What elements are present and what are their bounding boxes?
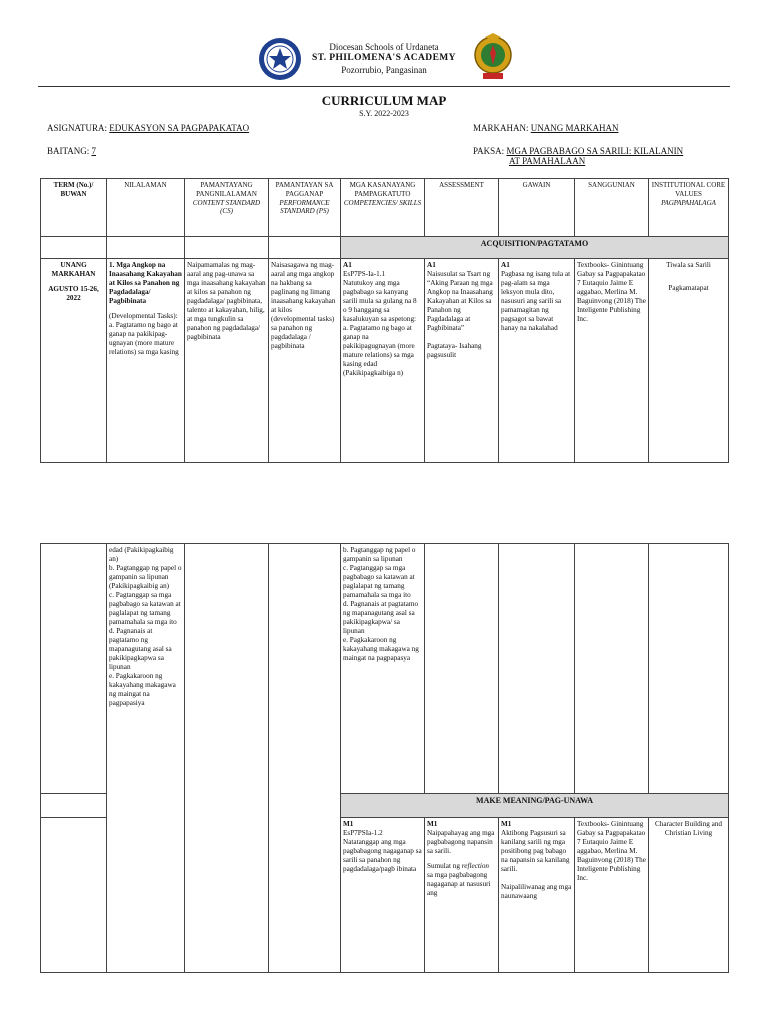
ps-cell: Naisasagawa ng mag-aaral ang mga angkop na hakbang sa paglinang ng limang inaasahang kakayahan at kilos (developmental tasks) sa panahon ng pagdadalaga / pagbibinata [269,259,341,463]
gawain-code: A1 [501,261,510,269]
core-values-cell [649,259,729,463]
th-mk-sub: COMPETENCIES/ SKILLS [343,198,422,207]
diocese-name: Diocesan Schools of Urdaneta [329,42,439,52]
curriculum-table-bottom [40,543,729,973]
paksa-value-line2: AT PAMAHALAAN [509,156,586,166]
th-term: TERM (No.)/ BUWAN [41,179,107,237]
core-value-1: Tiwala sa Sarili [666,261,711,269]
competency-code: A1 [343,261,352,269]
th-competencies [341,179,425,237]
assessment-code-m1: M1 [427,820,438,828]
th-nilalaman: NILALAMAN [107,179,185,237]
markahan-value: UNANG MARKAHAN [530,123,619,133]
gawain-text: Pagbasa ng isang tula at pag-alam sa mga leksyon mula dito, nasusuri ang sarili sa pamamagitan ng pagsagot sa bawat hanay na nakalahad [501,270,571,332]
assessment-text: Naisusulat sa Tsart ng “Aking Paraan ng mga Angkop na Inaasahang Kakayahan at Kilos sa Panahon ng Pagdadalaga at Pagbibinata” Pagtataya- Isahang pagsusulit [427,270,493,359]
th-assessment: ASSESSMENT [425,179,499,237]
th-content-standard [185,179,269,237]
assessment-m1-b-end: sa mga pagbabagong nagaganap at nasusuri ang [427,871,491,897]
th-core-values [649,179,729,237]
competency-text: EsP7PS-Ia-1.1 Natutukoy ang mga pagbabago sa kanyang sarili mula sa gulang na 8 o 9 hanggang sa kasalukuyan sa aspetong: a. Pagtatamo ng bago at ganap na pakikipagugnayan (more mature relations) sa mga kasing edad (Pakikipagkaibiga n) [343,270,417,377]
paksa-row [473,146,743,166]
paksa-label: PAKSA: [473,146,505,156]
competency-cell-m1 [341,818,425,973]
nilalaman-body: (Developmental Tasks): a. Pagtatamo ng bago at ganap na pakikipag-ugnayan (more mature relations) sa mga kasing [109,312,179,356]
gawain-text-m1: Aktibong Pagsusuri sa kanilang sarili ng mga positibong pag babago na napansin sa kanilang sarili. Naipaliliwanag ang mga naunawaang [501,829,572,900]
th-performance-standard [269,179,341,237]
gawain-code-m1: M1 [501,820,512,828]
nilalaman-continued: edad (Pakikipagkaibig an) b. Pagtanggap ng papel o gampanin sa lipunan (Pakikipagkaibig an) c. Pagtanggap sa mga pagbabago sa katawan at paglalapat ng tamang pamamahala sa mga ito d. Pagnanais at pagtatamo ng mapanagutang asal sa pakikipagkapwa sa lipunan e. Pagkakaroon ng kakayahang makagawa ng maingat na pagpapasiya [107,544,185,973]
baitang-row [47,146,96,156]
gawain-cell [499,259,575,463]
gawain-cell-m1 [499,818,575,973]
header-row [41,179,729,237]
page-title: CURRICULUM MAP [321,93,447,108]
core-values-cell-m1: Character Building and Christian Living [649,818,729,973]
competency-code-m1: M1 [343,820,354,828]
nilalaman-title: 1. Mga Angkop na Inaasahang Kakayahan at Kilos sa Panahon ng Pagdadalaga/ Pagbibinata [109,261,182,305]
asignatura-row [47,123,249,133]
sanggunian-cell: Textbooks- Ginintuang Gabay sa Pagpapakatao 7 Eutaquio Jaime E aggabao, Merlina M. Baguinvong (2018) The Inteligente Publishing Inc. [575,259,649,463]
assessment-text-m1-a: Naipapahayag ang mga pagbabagong napansin sa sarili. [427,829,495,855]
term-date: AGUSTO 15-26, 2022 [48,285,99,302]
th-ps-label: PAMANTAYAN SA PAGGANAP [275,181,334,198]
school-year: S.Y. 2022-2023 [359,109,409,118]
school-name: ST. PHILOMENA'S ACADEMY [312,53,456,63]
assessment-cell [425,259,499,463]
band-make-meaning: MAKE MEANING/PAG-UNAWA [341,794,729,818]
th-cs-sub: CONTENT STANDARD (CS) [192,198,261,216]
term-name: UNANG MARKAHAN [51,261,96,278]
th-icv-label: INSTITUTIONAL CORE VALUES [651,181,726,198]
term-cell [41,259,107,463]
baitang-label: BAITANG: [47,146,90,156]
table-row [41,259,729,463]
sanggunian-cell-m1: Textbooks- Ginintuang Gabay sa Pagpapakatao 7 Eutaquio Jaime E aggabao, Merlina M. Baguinvong (2018) The Inteligente Publishing Inc. [575,818,649,973]
cs-cell: Naipamamalas ng mag-aaral ang pag-unawa sa mga inaasahang kakayahan at kilos sa panahon ng pagdadalaga/ pagbibinata, talento at kakayahan, hilig, at mga tungkulin sa panahon ng pagdadalaga/ pagbibinata [185,259,269,463]
baitang-value: 7 [91,146,97,156]
assessment-m1-b-italic: reflection [461,862,490,870]
th-mk-label: MGA KASANAYANG PAMPAGKATUTO [349,181,416,198]
asignatura-value: EDUKASYON SA PAGPAPAKATAO [109,123,250,133]
asignatura-label: ASIGNATURA: [47,123,108,133]
competency-continued: b. Pagtanggap ng papel o gampanin sa lipunan c. Pagtanggap sa mga pagbabago sa katawan at paglalapat ng tamang pamamahala sa mga ito d. Pagnanais at pagtatamo ng mapanagutang asal sa pakikipagkapwa/ sa lipunan e. Pagkakaroon ng kakayahang makagawa ng maingat na pagpapasya [341,544,425,794]
competency-cell [341,259,425,463]
core-value-2: Pagkamatapat [668,284,709,292]
header-rule [38,86,730,87]
school-place: Pozorrubio, Pangasinan [341,65,427,75]
curriculum-table-top [40,178,729,463]
markahan-row [473,123,619,133]
th-gawain: GAWAIN [499,179,575,237]
competency-text-m1: EsP7PSIa-1.2 Natatanggap ang mga pagbabagong nagaganap sa sarili sa panahon ng pagdadalaga/pagb ibinata [343,829,422,873]
th-cs-label: PAMANTAYANG PANGNILALAMAN [196,181,257,198]
nilalaman-cell [107,259,185,463]
assessment-cell-m1 [425,818,499,973]
th-icv-sub: PAGPAPAHALAGA [661,198,716,207]
assessment-text-m1-b [427,862,496,898]
th-sanggunian: SANGGUNIAN [575,179,649,237]
th-ps-sub: PERFORMANCE STANDARD (PS) [279,198,330,216]
paksa-value-line1: MGA PAGBABAGO SA SARILI: KILALANIN [506,146,684,156]
assessment-m1-b-start: Sumulat ng [427,862,460,870]
band-row-acquisition [41,237,729,259]
markahan-label: MARKAHAN: [473,123,529,133]
band-acquisition: ACQUISITION/PAGTATAMO [341,237,729,259]
table-row [41,544,729,794]
assessment-code: A1 [427,261,436,269]
